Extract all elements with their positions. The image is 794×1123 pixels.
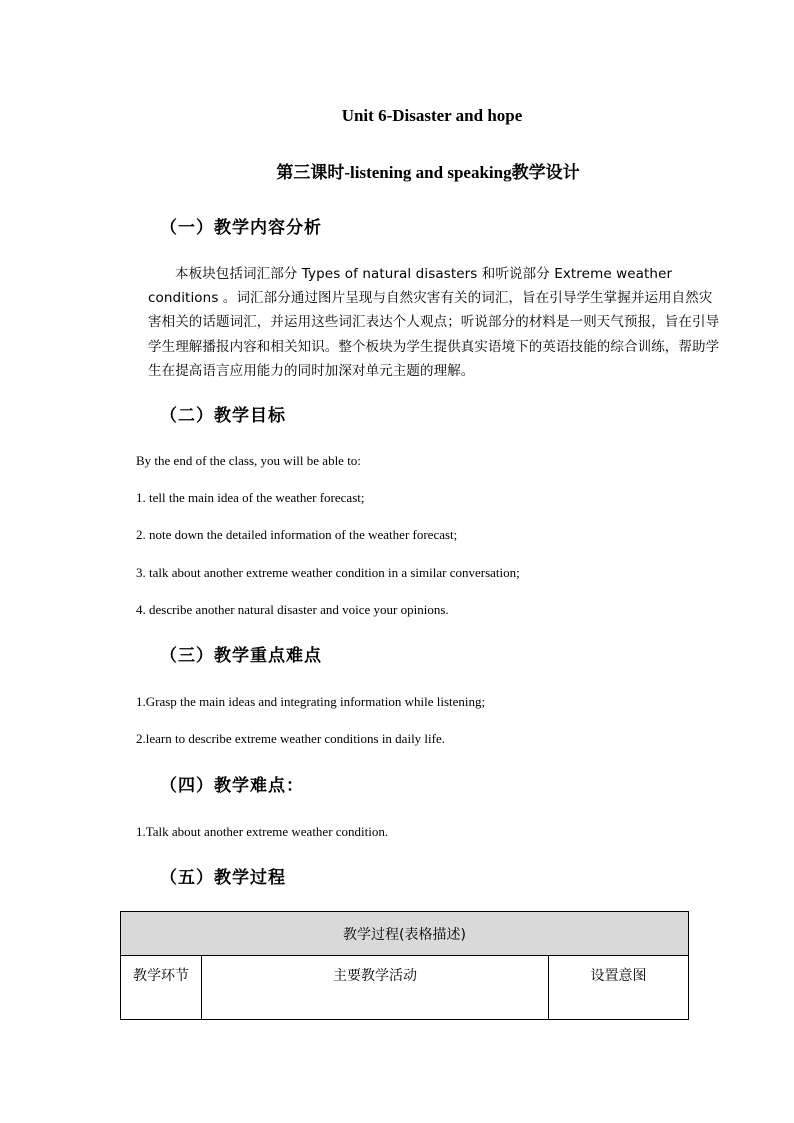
section-heading-key-points: （三）教学重点难点 (160, 646, 322, 666)
table-caption: 教学过程(表格描述) (121, 912, 689, 956)
objective-item-4: 4. describe another natural disaster and voice your opinions. (136, 602, 449, 617)
objective-item-2: 2. note down the detailed information of the weather forecast; (136, 527, 458, 542)
objective-item-1: 1. tell the main idea of the weather forecast; (136, 490, 365, 505)
content-analysis-paragraph: 本板块包括词汇部分 Types of natural disasters 和听说部分 Extreme weather conditions 。词汇部分通过图片呈现与自然灾害有关的词汇，旨在引导学生掌握并运用自然灾害相关的话题词汇，并运用这些词汇表达个人观点；听说部分的材料是一则天气预报，旨在引导学生理解播报内容和相关知识。整个板块为学生提供真实语境下的英语技能的综合训练，帮助学生在提高语言应用能力的同时加深对单元主题的理解。 (148, 266, 720, 379)
table-header-activities: 主要教学活动 (202, 956, 549, 1020)
difficulty-item-1: 1.Talk about another extreme weather condition. (136, 824, 389, 839)
table-header-stage: 教学环节 (121, 956, 202, 1020)
key-point-item-2: 2.learn to describe extreme weather conditions in daily life. (136, 731, 445, 746)
teaching-process-table (120, 911, 689, 1020)
objectives-intro: By the end of the class, you will be able to: (136, 453, 361, 468)
section-heading-content-analysis: （一）教学内容分析 (160, 218, 322, 238)
document-title: Unit 6-Disaster and hope (341, 106, 523, 125)
section-heading-objectives: （二）教学目标 (160, 406, 286, 426)
objective-item-3: 3. talk about another extreme weather condition in a similar conversation; (136, 565, 520, 580)
section-heading-difficulties: （四）教学难点： (160, 776, 304, 796)
section-heading-process: （五）教学过程 (160, 868, 286, 888)
key-point-item-1: 1.Grasp the main ideas and integrating information while listening; (136, 694, 486, 709)
table-header-purpose: 设置意图 (549, 956, 689, 1020)
document-subtitle: 第三课时-listening and speaking教学设计 (276, 163, 580, 182)
